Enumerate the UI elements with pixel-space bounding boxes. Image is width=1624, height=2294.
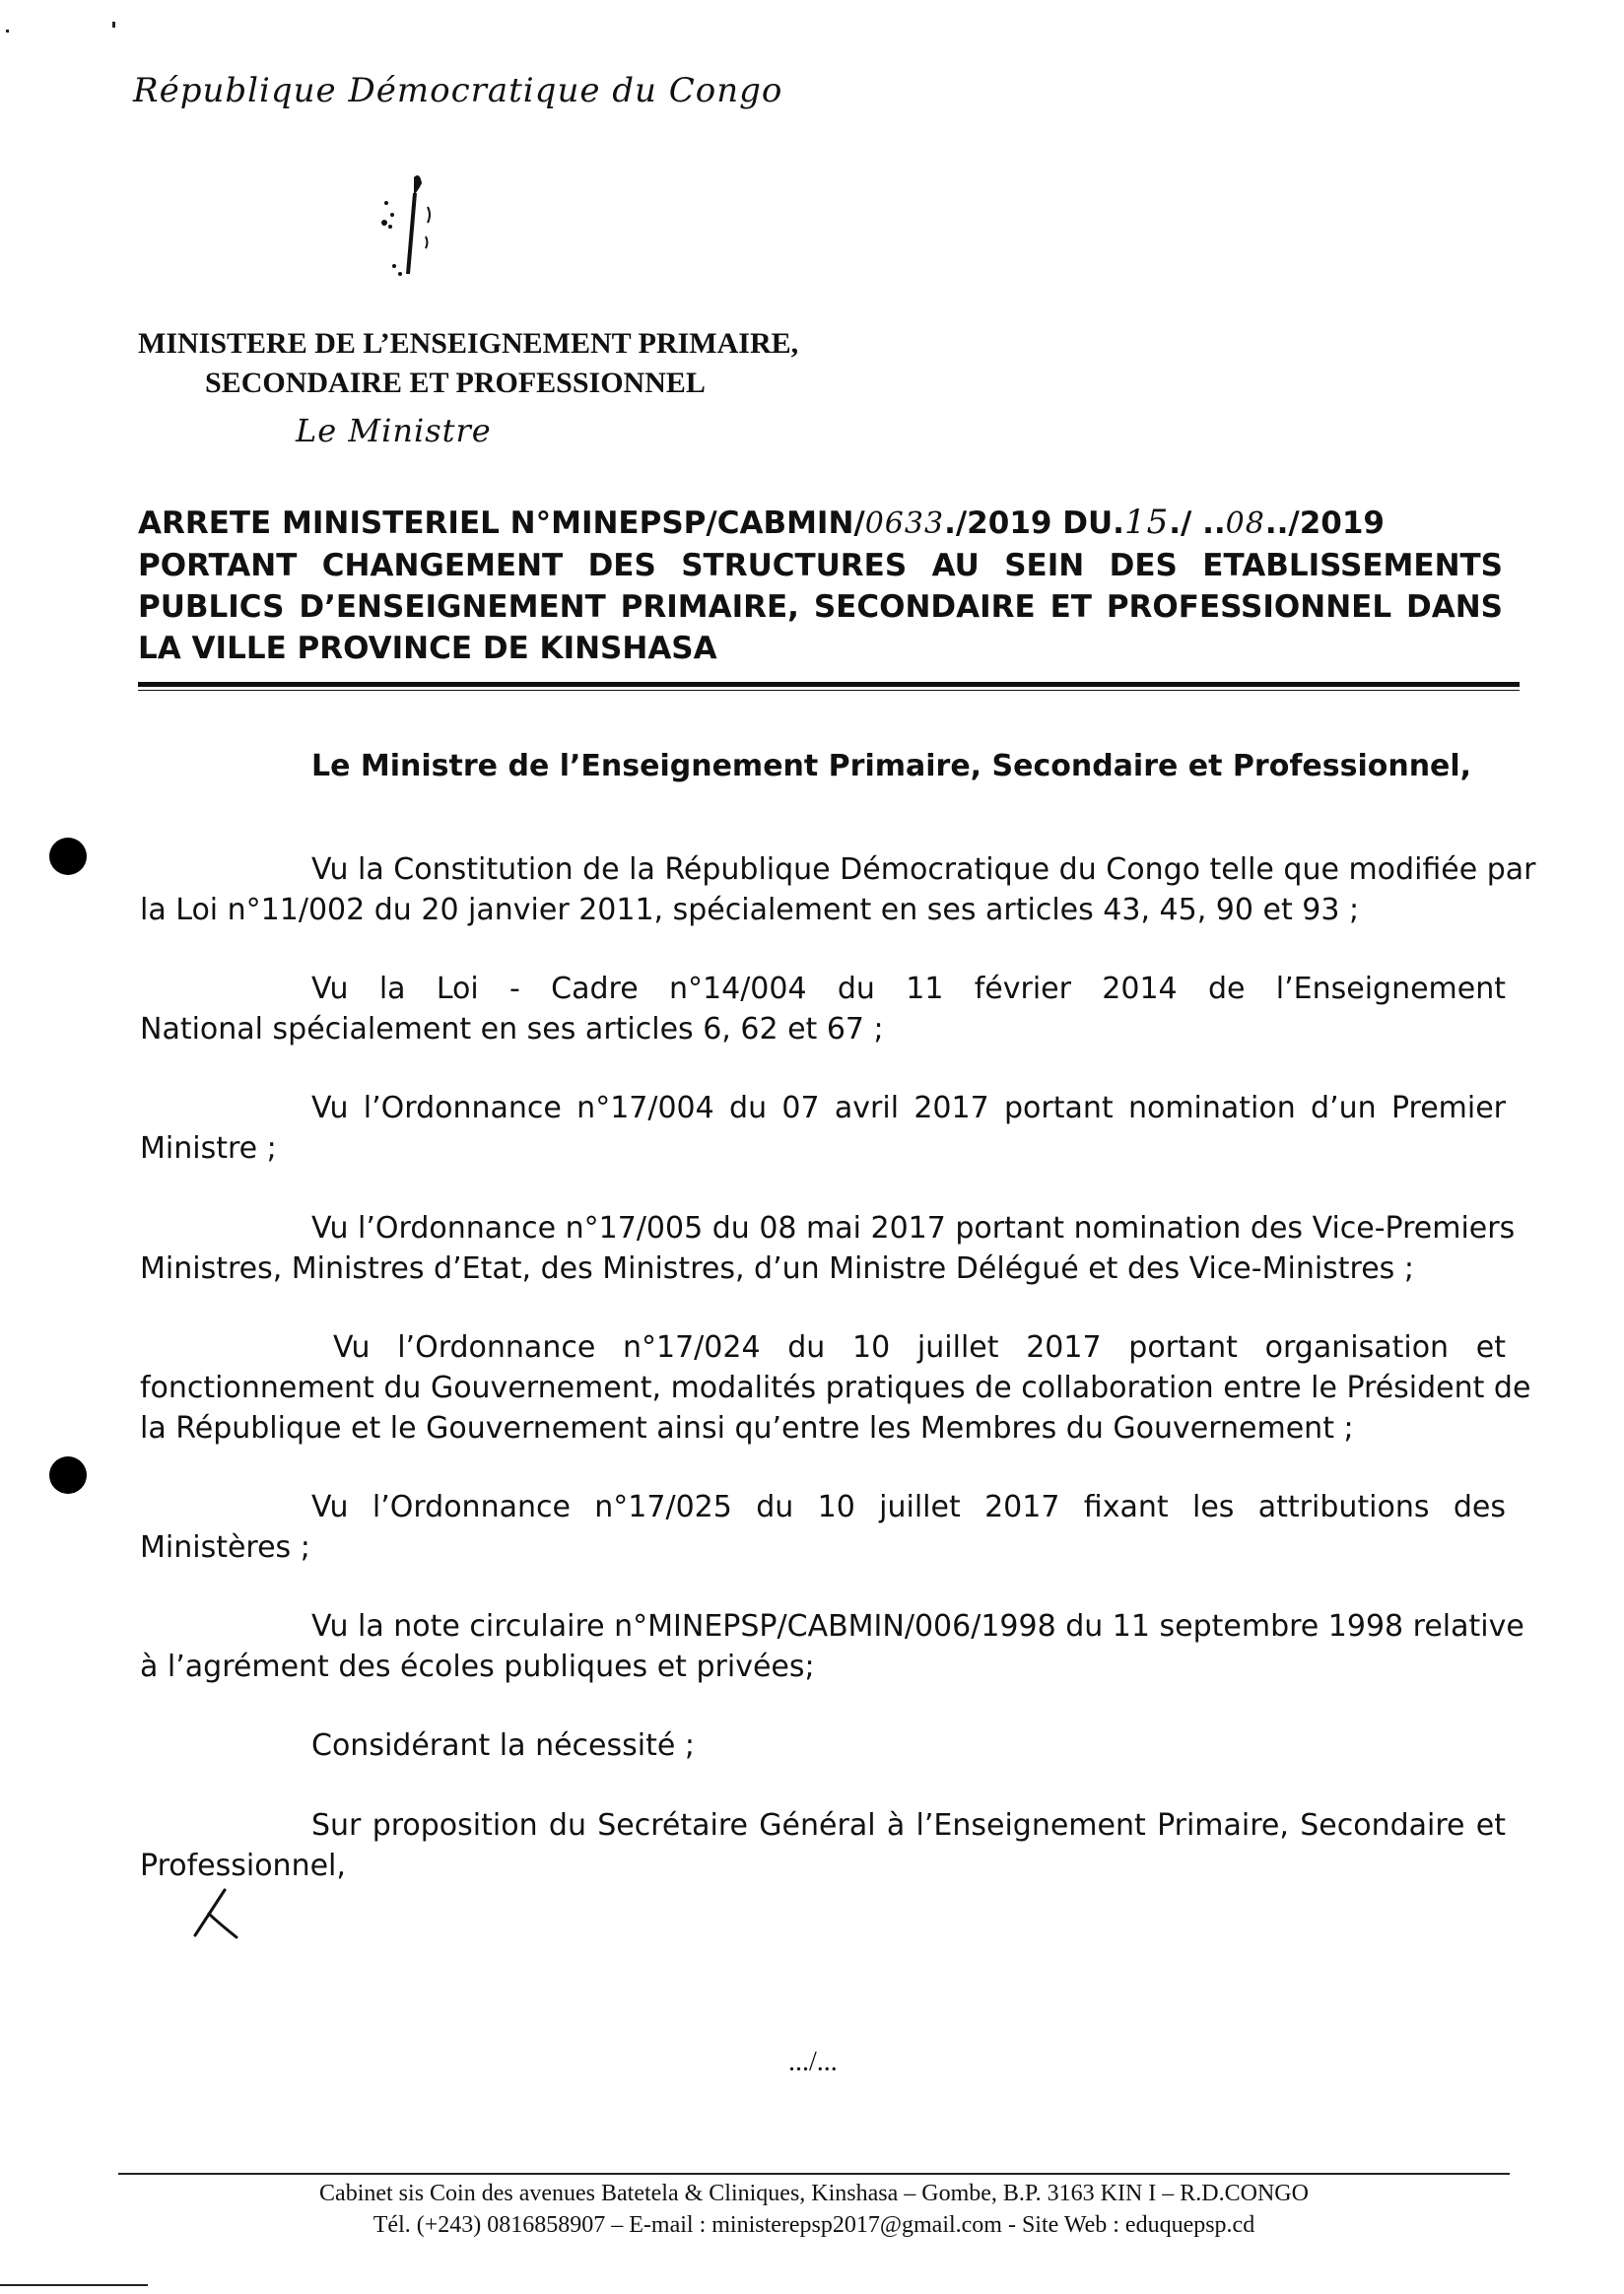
p9-line2: Professionnel, — [140, 1849, 346, 1883]
p7-line1: Vu la note circulaire n°MINEPSP/CABMIN/006/1998 du 11 septembre 1998 relative — [311, 1609, 1524, 1644]
scan-edge-mark — [0, 2284, 148, 2286]
arrete-sep: ./ .. — [1169, 506, 1226, 541]
p2-line2: National spécialement en ses articles 6, 62 et 67 ; — [140, 1012, 884, 1046]
arrete-title-line3: PUBLICS D’ENSEIGNEMENT PRIMAIRE, SECONDAIRE ET PROFESSIONNEL DANS — [138, 589, 1503, 625]
ministry-name-line2: SECONDAIRE ET PROFESSIONNEL — [205, 367, 706, 399]
p1-line1: Vu la Constitution de la République Démocratique du Congo telle que modifiée par — [311, 852, 1536, 887]
footer-rule — [118, 2173, 1510, 2175]
p3-line1: Vu l’Ordonnance n°17/004 du 07 avril 2017 portant nomination d’un Premier — [311, 1091, 1506, 1125]
handwritten-initials — [187, 1882, 256, 1941]
arrete-number-handwritten: 0633 — [864, 506, 945, 541]
arrete-month-handwritten: 08 — [1225, 506, 1265, 541]
ministry-name-line1: MINISTERE DE L’ENSEIGNEMENT PRIMAIRE, — [138, 327, 799, 360]
p5-line3: la République et le Gouvernement ainsi qu’entre les Membres du Gouvernement ; — [140, 1411, 1354, 1446]
title-rule — [138, 682, 1520, 687]
arrete-suffix: ../2019 — [1264, 506, 1385, 541]
p8-line1: Considérant la nécessité ; — [311, 1728, 695, 1763]
punch-hole — [49, 1456, 87, 1494]
republique-heading: République Démocratique du Congo — [133, 71, 783, 110]
punch-hole — [49, 838, 87, 875]
p6-line1: Vu l’Ordonnance n°17/025 du 10 juillet 2017 fixant les attributions des — [311, 1490, 1506, 1524]
arrete-title-line4: LA VILLE PROVINCE DE KINSHASA — [138, 631, 717, 666]
le-ministre-signature-heading: Le Ministre — [296, 412, 492, 449]
p6-line2: Ministères ; — [140, 1530, 310, 1565]
p9-line1: Sur proposition du Secrétaire Général à l’Enseignement Primaire, Secondaire et — [311, 1808, 1506, 1843]
footer-contact: Tél. (+243) 0816858907 – E-mail : ministerepsp2017@gmail.com - Site Web : eduquepsp.cd — [372, 2212, 1255, 2238]
leopard-torch-emblem-icon — [365, 168, 453, 286]
page-continuation: .../... — [788, 2047, 838, 2077]
footer-address: Cabinet sis Coin des avenues Batetela & Cliniques, Kinshasa – Gombe, B.P. 3163 KIN I – R.D.CONGO — [319, 2181, 1309, 2206]
arrete-day-handwritten: 15 — [1123, 503, 1170, 542]
arrete-title-line2: PORTANT CHANGEMENT DES STRUCTURES AU SEIN DES ETABLISSEMENTS — [138, 548, 1503, 583]
arrete-mid: ./2019 DU. — [944, 506, 1124, 541]
scan-mark — [6, 30, 9, 33]
p3-line2: Ministre ; — [140, 1131, 277, 1166]
scan-mark — [112, 22, 115, 28]
p7-line2: à l’agrément des écoles publiques et privées; — [140, 1650, 815, 1684]
p4-line2: Ministres, Ministres d’Etat, des Ministres, d’un Ministre Délégué et des Vice-Ministres ; — [140, 1251, 1414, 1286]
arrete-title-line1 — [138, 503, 1508, 544]
p4-line1: Vu l’Ordonnance n°17/005 du 08 mai 2017 portant nomination des Vice-Premiers — [311, 1211, 1516, 1246]
p2-line1: Vu la Loi - Cadre n°14/004 du 11 février 2014 de l’Enseignement — [311, 972, 1506, 1006]
minister-title: Le Ministre de l’Enseignement Primaire, Secondaire et Professionnel, — [311, 749, 1472, 783]
p5-line2: fonctionnement du Gouvernement, modalités pratiques de collaboration entre le Président de — [140, 1371, 1531, 1405]
p1-line2: la Loi n°11/002 du 20 janvier 2011, spécialement en ses articles 43, 45, 90 et 93 ; — [140, 893, 1360, 927]
p5-line1: Vu l’Ordonnance n°17/024 du 10 juillet 2017 portant organisation et — [333, 1330, 1506, 1365]
arrete-prefix: ARRETE MINISTERIEL N°MINEPSP/CABMIN/ — [138, 506, 865, 541]
title-rule-thin — [138, 690, 1520, 691]
